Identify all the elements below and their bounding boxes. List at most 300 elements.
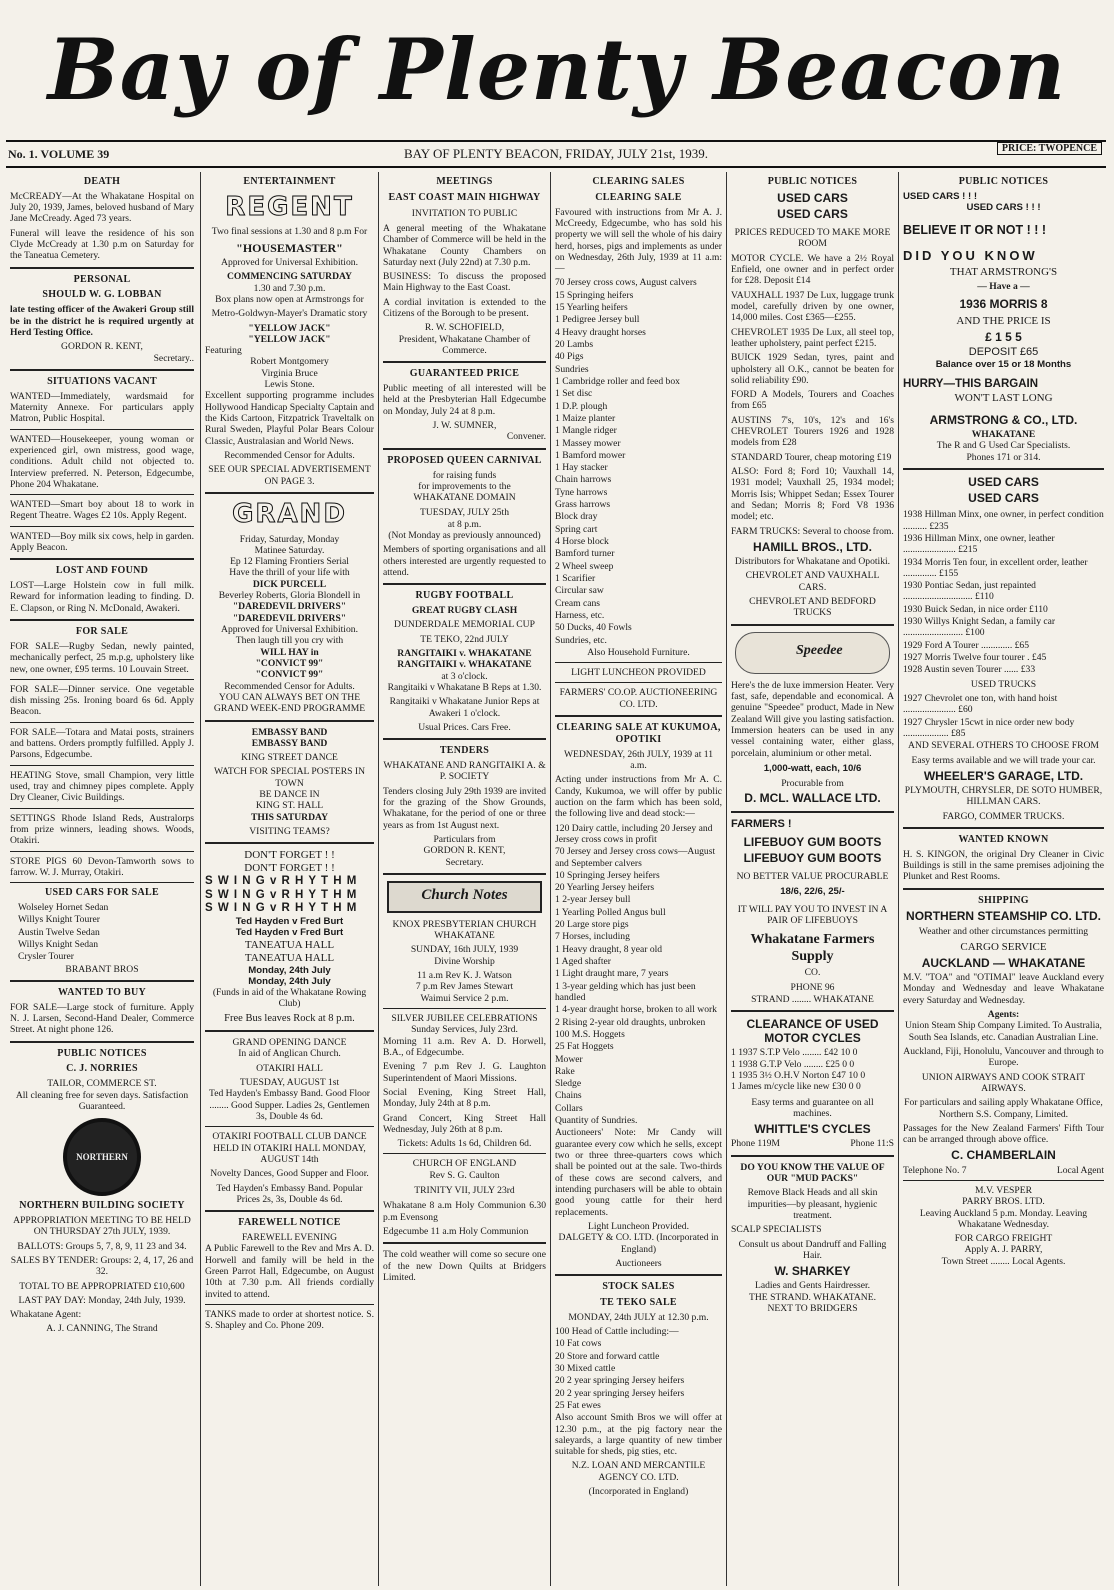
list-item: 1927 Morris Twelve four tourer . £45 (903, 652, 1047, 664)
classified-ad: TANKS made to order at shortest notice. S. S. Shapley and Co. Phone 209. (205, 1308, 374, 1332)
price-box: PRICE: TWOPENCE (997, 142, 1102, 155)
sale-items-list (555, 1326, 722, 1411)
list-item: 20 2 year springing Jersey heifers (555, 1387, 685, 1399)
ad-text: Balance over 15 or 18 Months (935, 359, 1072, 371)
ad-text: DUNDERDALE MEMORIAL CUP (394, 619, 535, 631)
ad-text: Weather and other circumstances permitting (918, 925, 1089, 937)
film-title: "DAREDEVIL DRIVERS" (232, 601, 347, 613)
notice-text: BUSINESS: To discuss the proposed Main Highway to the East Coast. (383, 271, 546, 294)
signature: R. W. SCHOFIELD, (424, 322, 505, 334)
notice-text: Morning 11 a.m. Rev A. D. Horwell, B.A., of Edgecumbe. (383, 1035, 546, 1058)
ad-headline: DO YOU KNOW THE VALUE OF OUR "MUD PACKS" (740, 1161, 885, 1185)
divider (10, 980, 194, 982)
ad-headline: DON'T FORGET ! ! (244, 849, 335, 862)
immersion-heater-illustration (735, 632, 890, 674)
divider (383, 1242, 546, 1244)
ad-text: FOR CARGO FREIGHT (954, 1233, 1053, 1245)
classified-ad: SETTINGS Rhode Island Reds, Australorps from prize winners, leading shows. Woods, Otakiri. (10, 812, 194, 847)
column-4 (550, 172, 726, 1586)
ad-headline: BELIEVE IT OR NOT ! ! ! (903, 223, 1047, 238)
divider (10, 851, 194, 852)
list-item: Grass harrows (555, 499, 611, 511)
list-item: Sundries, etc. (555, 634, 607, 646)
section-heading: LOST AND FOUND (55, 565, 149, 577)
notice-text: Whakatane Agent: (10, 1309, 82, 1321)
classified-ad: H. S. KINGON, the original Dry Cleaner in Civic Buildings is still in the same premises adjoining the Plunket and Rest Rooms. (903, 848, 1104, 883)
section-heading: SITUATIONS VACANT (47, 375, 157, 387)
list-item: 1 3-year gelding which has just been handled (555, 980, 696, 1003)
ad-text: Novelty Dances, Good Supper and Floor. (210, 1168, 369, 1180)
event-date: WEDNESDAY, 26th JULY, 1939 at 11 a.m. (563, 748, 714, 771)
list-item: 15 Yearling heifers (555, 302, 628, 314)
divider (555, 1274, 722, 1276)
list-item: Spring cart (555, 523, 598, 535)
section-heading: PERSONAL (73, 273, 131, 285)
notice-text: at 8 p.m. (447, 518, 482, 530)
price-line: 18/6, 22/6, 25/- (780, 886, 845, 898)
list-item: Harness, etc. (555, 609, 605, 621)
ad-text: (Funds in aid of the Whakatane Rowing Club) (212, 987, 367, 1010)
divider (10, 1041, 194, 1043)
logo-text: NORTHERN (76, 1151, 128, 1162)
list-item: 4 Heavy draught horses (555, 326, 646, 338)
ad-text: Beverley Roberts, Gloria Blondell in (218, 590, 361, 602)
ad-headline: FARMERS ! (731, 817, 792, 830)
section-heading: SHIPPING (978, 894, 1029, 906)
ad-text: Ted Hayden's Embassy Band. Good Floor ........ Good Supper. Ladies 2s, Gentlemen 3s, Double 4s 6d. (209, 1088, 370, 1123)
phone-row (731, 1138, 894, 1149)
list-item: Crysler Tourer (18, 951, 74, 963)
ad-text: ALSO: Ford 8; Ford 10; Vauxhall 14, 1931 model; Vauxhall 25, 1934 model; Morris Isis; Whippet Sedan; Essex Tourer and Sedan; Morris 8; Ford V8 1936 model; etc. (731, 466, 894, 523)
divider (10, 558, 194, 560)
notice-text: TRINITY VII, JULY 23rd (414, 1185, 515, 1197)
ad-text: Excellent supporting programme includes Hollywood Handicap Specialty Captain and the Kids Cartoon, Fitzpatrick Traveltalk on Rural Sweden, Playful Polar Bears Colour Classic, Australasian and World News. (205, 390, 374, 447)
ad-headline: DID YOU KNOW (903, 248, 1038, 264)
list-item: 1 Light draught mare, 7 years (555, 968, 669, 980)
list-item: 1 4-year draught horse, broken to all work (555, 1004, 717, 1016)
classified-ad: FOR SALE—Rugby Sedan, newly painted, mechanically perfect, 25 m.p.g, upholstery like new, one owner, £95 terms. 10 Louvain Street. (10, 640, 194, 675)
price-line: DEPOSIT £65 (968, 346, 1039, 359)
ad-text: Rangitaiki v Whakatane Junior Reps at Awakeri 1 o'clock. (389, 696, 540, 719)
notice-text: A general meeting of the Whakatane Chamber of Commerce will be held in the Whakatane County Chambers on Saturday next (July 22nd) at 7.30 p.m. (383, 222, 546, 268)
auctioneer-title: (Incorporated in England) (588, 1486, 689, 1498)
column-6 (898, 172, 1108, 1586)
list-item: Chain harrows (555, 474, 612, 486)
ad-text: Recommended Censor for Adults. (224, 449, 355, 461)
ad-text: AND THE PRICE IS (956, 314, 1051, 327)
notice-text: Whakatane 8 a.m Holy Communion 6.30 p.m Evensong (383, 1200, 546, 1223)
ad-text: MOTOR CYCLE. We have a 2½ Royal Enfield, one owner and in perfect order for £28. Deposit £14 (731, 252, 894, 287)
notice-text: BALLOTS: Groups 5, 7, 8, 9, 11 23 and 34. (17, 1240, 187, 1252)
list-item: Tyne harrows (555, 486, 608, 498)
ad-text: IT WILL PAY YOU TO INVEST IN A PAIR OF LIFEBUOYS (737, 903, 888, 926)
notice-text: Members of sporting organisations and all others interested are urgently requested to attend. (383, 544, 546, 578)
divider (10, 808, 194, 809)
grand-logo: GRAND (232, 498, 347, 529)
list-item: 100 M.S. Hoggets (555, 1028, 625, 1040)
product-name: LIFEBUOY GUM BOOTS (743, 850, 882, 865)
notice-text: Tickets: Adults 1s 6d, Children 6d. (397, 1138, 532, 1150)
price-line: 1 1937 S.T.P Velo ........ £42 10 0 (731, 1047, 858, 1059)
notice-text: All cleaning free for seven days. Satisfaction Guaranteed. (15, 1089, 189, 1112)
classified-ad: HEATING Stove, small Champion, very little used, tray and chimney pipes complete. Apply Dry Cleaner, Civic Buildings. (10, 769, 194, 804)
ad-text: KING STREET DANCE (241, 752, 338, 764)
divider (10, 369, 194, 371)
ad-text: YOU CAN ALWAYS BET ON THE GRAND WEEK-END PROGRAMME (213, 691, 366, 715)
divider (10, 526, 194, 527)
divider (555, 715, 722, 717)
list-item: 1 D.P. plough (555, 400, 608, 412)
company-name: ARMSTRONG & CO., LTD. (929, 412, 1078, 427)
list-item: Mower (555, 1053, 583, 1065)
list-item: 25 Fat ewes (555, 1399, 601, 1411)
list-item: 1936 Hillman Minx, one owner, leather ...................... £215 (903, 532, 1055, 556)
used-trucks-price-list (903, 693, 1104, 739)
event-date: Monday, 24th July (248, 975, 331, 987)
sale-items-list (555, 823, 722, 1127)
price-line: 1 1935 3½ O.H.V Norton £47 10 0 (731, 1070, 866, 1082)
notice-text: SUNDAY, 16th JULY, 1939 (410, 944, 519, 956)
notice-subheading: CLEARING SALE (595, 191, 682, 203)
ad-text: Friday, Saturday, Monday (239, 533, 340, 545)
divider (731, 811, 894, 813)
notice-text: late testing officer of the Awakeri Group still be in the district he is required urgently at Herd Testing Office. (10, 304, 194, 338)
swing-rhythm-line: S W I N G v R H Y T H M (205, 902, 358, 915)
ad-headline: USED CARS (777, 190, 848, 205)
ad-text: Auckland, Fiji, Honolulu, Vancouver and through to Europe. (903, 1045, 1104, 1069)
list-item: 4 Horse block (555, 536, 609, 548)
signature: GORDON R. KENT, (61, 341, 143, 353)
ad-text: COMMENCING SATURDAY (227, 271, 352, 283)
ad-text: Procurable from (781, 778, 844, 790)
agent-title: Local Agent (1056, 1164, 1104, 1176)
list-item: 10 Fat cows (555, 1338, 602, 1350)
ad-text: Two final sessions at 1.30 and 8 p.m For (211, 226, 368, 238)
ad-text: — Have a — (977, 281, 1030, 293)
ad-text: Box plans now open at Armstrongs for (215, 293, 364, 305)
phone-number: Phone 119M (731, 1138, 780, 1150)
company-name: W. SHARKEY (774, 1264, 851, 1279)
ad-headline: USED CARS ! ! ! (903, 190, 978, 202)
ad-text: SEE OUR SPECIAL ADVERTISEMENT ON PAGE 3. (208, 464, 371, 487)
divider (205, 492, 374, 494)
list-item: Chains (555, 1090, 582, 1102)
list-item: 20 Large store pigs (555, 919, 629, 931)
ad-text: Rangitaiki v Whakatane B Reps at 1.30. (387, 681, 542, 693)
list-item: 40 Pigs (555, 351, 584, 363)
list-item: 1 Mangle ridger (555, 425, 617, 437)
ad-text: Union Steam Ship Company Limited. To Australia, South Sea Islands, etc. Canadian Australian Line. (905, 1020, 1102, 1043)
list-item: 1938 Hillman Minx, one owner, in perfect condition .......... £235 (903, 509, 1104, 532)
ad-text: Free Bus leaves Rock at 8 p.m. (224, 1012, 355, 1024)
notice-text: SALES BY TENDER: Groups: 2, 4, 17, 26 and 32. (10, 1254, 194, 1278)
notice-text: Tenders closing July 29th 1939 are invited for the grazing of the Show Grounds, Whakatane, for the period of one or three years as from 1st August next. (383, 785, 546, 831)
product-name: LIFEBUOY GUM BOOTS (743, 834, 882, 849)
event-date: TE TEKO, 22nd JULY (420, 633, 509, 645)
swing-rhythm-line: S W I N G v R H Y T H M (205, 888, 358, 901)
dateline: BAY OF PLENTY BEACON, FRIDAY, JULY 21st, 1939. (403, 146, 709, 161)
classified-ad: WANTED—Immediately, wardsmaid for Maternity Annexe. For particulars apply Matron, Public Hospital. (10, 390, 194, 425)
list-item: 1 Heavy draught, 8 year old (555, 943, 663, 955)
ad-text: VAUXHALL 1937 De Lux, luggage trunk model, carefully driven by one owner, 14,000 miles. Cost £365—£255. (731, 289, 894, 324)
classified-ad: WANTED—Housekeeper, young woman or experienced girl, own mistress, good wage, conditions. Adult child not objected to. Interview preferred. N. Peterson, Edgecumbe, Phone 204 Whakatane. (10, 433, 194, 490)
ad-text: WHAKATANE (971, 429, 1036, 441)
price-line: 1 James m/cycle like new £30 0 0 (731, 1081, 861, 1093)
ad-text: Town Street ........ Local Agents. (941, 1255, 1066, 1267)
northern-logo (63, 1118, 141, 1196)
ad-headline: USED CARS (968, 491, 1039, 506)
divider (10, 722, 194, 723)
divider (903, 468, 1104, 470)
divider (731, 1010, 894, 1012)
list-item: 2 Wheel sweep (555, 560, 614, 572)
ad-text: AND SEVERAL OTHERS TO CHOOSE FROM (908, 740, 1099, 752)
cast-name: DICK PURCELL (252, 578, 327, 590)
divider (10, 882, 194, 883)
list-item: 1 Bamford mower (555, 449, 626, 461)
notice-text: Funeral will leave the residence of his son Clyde McCready at 1.30 p.m on Saturday for the Taneatua Cemetery. (10, 227, 194, 262)
notice-text: A. J. CANNING, The Strand (46, 1323, 158, 1335)
notice-text: Acting under instructions from Mr A. C. Candy, Kukumoa, we will offer by public auction on the farm which has been sold, the following live and dead stock:— (555, 774, 722, 820)
band-name: EMBASSY BAND (251, 737, 328, 749)
classified-ad: STORE PIGS 60 Devon-Tamworth sows to farrow. W. J. Murray, Otakiri. (10, 855, 194, 878)
ad-text: Passages for the New Zealand Farmers' Fifth Tour can be arranged through above office. (903, 1122, 1104, 1146)
speedee-logo: Speedee (796, 642, 843, 658)
film-title: "CONVICT 99" (255, 657, 324, 669)
divider (383, 1153, 546, 1154)
ad-text: Featuring (205, 345, 242, 357)
list-item: 1930 Pontiac Sedan, just repainted ............................. £110 (903, 580, 1036, 603)
classified-ad: FOR SALE—Dinner service. One vegetable dish missing 25s. Ironing board 6s 6d. Apply Beacon. (10, 683, 194, 718)
column-5 (726, 172, 898, 1586)
regent-logo: REGENT (225, 191, 354, 222)
ad-text: FORD A Models, Tourers and Coaches from £65 (731, 389, 894, 412)
company-name: NORTHERN STEAMSHIP CO. LTD. (906, 909, 1101, 924)
ad-headline: USED CARS (777, 206, 848, 221)
film-title: "DAREDEVIL DRIVERS" (232, 612, 347, 624)
ad-text: PRICES REDUCED TO MAKE MORE ROOM (734, 227, 891, 250)
ad-text: Matinee Saturday. (254, 544, 325, 556)
classified-ad: FOR SALE—Totara and Matai posts, strainers and battens. Orders promptly fulfilled. Apply J. Parsons, Edgecumbe. (10, 726, 194, 761)
ad-text: VISITING TEAMS? (249, 826, 330, 838)
section-heading: PUBLIC NOTICES (57, 1047, 147, 1059)
notice-text: 7 p.m Rev James Stewart (415, 981, 514, 993)
ad-headline: USED CARS ! ! ! (966, 202, 1041, 214)
ad-text: SCALP SPECIALISTS (731, 1224, 822, 1236)
ad-headline: CLEARANCE OF USED MOTOR CYCLES (746, 1017, 879, 1046)
section-heading: GUARANTEED PRICE (409, 368, 520, 380)
notice-text: Edgecumbe 11 a.m Holy Communion (383, 1226, 529, 1238)
used-cars-price-list (903, 509, 1104, 675)
list-item: 1930 Willys Knight Sedan, a family car ......................... £100 (903, 616, 1056, 639)
list-item: 1928 Austin seven Tourer ...... £33 (903, 664, 1036, 676)
notice-text: Divine Worship (434, 955, 495, 967)
ad-text: Ladies and Gents Hairdresser. (754, 1280, 871, 1292)
ad-text: The R and G Used Car Specialists. (936, 440, 1071, 452)
ad-text: CHEVROLET AND VAUXHALL CARS. (745, 570, 880, 593)
ad-text: CHEVROLET 1935 De Lux, all steel top, leather upholstery, paint perfect £215. (731, 326, 894, 349)
section-heading: PROPOSED QUEEN CARNIVAL (387, 454, 542, 466)
film-title: "CONVICT 99" (255, 669, 324, 681)
notice-text: for improvements to the (418, 480, 511, 492)
ad-text: For particulars and sailing apply Whakatane Office, Northern S.S. Company, Limited. (904, 1097, 1103, 1120)
list-item: Quantity of Sundries. (555, 1115, 638, 1127)
divider (205, 720, 374, 722)
match-title: RANGITAIKI v. WHAKATANE (397, 648, 532, 660)
ad-text: Ted Hayden v Fred Burt (235, 915, 344, 927)
auctioneer-name: DALGETY & CO. LTD. (Incorporated in England) (558, 1232, 719, 1255)
list-item: Block dray (555, 511, 598, 523)
section-heading: DEATH (83, 176, 121, 187)
divider (10, 429, 194, 430)
list-item: 1 Hay stacker (555, 462, 608, 474)
list-item: 100 Head of Cattle including:— (555, 1326, 679, 1338)
notice-text: Also account Smith Bros we will offer at 12.30 p.m., at the pig factory near the saleyards, a large quantity of new timber suitable for sheds, pig sties, etc. (555, 1412, 722, 1458)
ad-text: Phones 171 or 314. (966, 451, 1041, 463)
match-title: RANGITAIKI v. WHAKATANE (397, 659, 532, 671)
ad-text: THE STRAND. WHAKATANE. (749, 1291, 876, 1303)
notice-text: Grand Concert, King Street Hall Wednesday, July 26th at 8 p.m. (383, 1112, 546, 1135)
ad-text: Ted Hayden v Fred Burt (235, 927, 344, 939)
company-name: WHEELER'S GARAGE, LTD. (923, 768, 1084, 783)
notice-text: Public meeting of all interested will be held at the Presbyterian Hall Edgecumbe on Monday, July 24 at 8 p.m. (383, 383, 546, 417)
notice-text: WHAKATANE DOMAIN (413, 492, 516, 504)
society-name: NORTHERN BUILDING SOCIETY (19, 1200, 185, 1212)
notice-text: Rev S. G. Caulton (429, 1169, 500, 1181)
notice-subheading: SILVER JUBILEE CELEBRATIONS (391, 1013, 538, 1025)
classified-ad: FOR SALE—Large stock of furniture. Apply N. J. Larsen, Second-Hand Dealer, Commerce Street. At night phone 126. (10, 1001, 194, 1036)
list-item: Collars (555, 1102, 583, 1114)
ad-text: STANDARD Tourer, cheap motoring £19 (731, 451, 892, 463)
notice-text: 11 a.m Rev K. J. Watson (417, 970, 512, 982)
divider (383, 738, 546, 740)
price-line: 1,000-watt, each, 10/6 (763, 762, 862, 774)
list-item: 20 Yearling Jersey heifers (555, 882, 655, 894)
notice-text: A Public Farewell to the Rev and Mrs A. D. Horwell and family will be held in the Green Parrot Hall, Edgecumbe, on August 10th at 7.30 p.m. All friends cordially invited to attend. (205, 1243, 374, 1300)
list-item: Circular saw (555, 585, 604, 597)
ad-text: at 3 o'clock. (441, 670, 488, 682)
list-item: 1 Cambridge roller and feed box (555, 375, 680, 387)
event-date: TUESDAY, AUGUST 1st (239, 1077, 340, 1089)
ad-text: PHONE 96 (790, 982, 835, 994)
event-date: MONDAY, 24th JULY at 12.30 p.m. (568, 1311, 709, 1323)
divider (205, 1210, 374, 1212)
notice-text: TOTAL TO BE APPROPRIATED £10,600 (19, 1280, 185, 1292)
notice-text: Evening 7 p.m Rev J. G. Laughton Superintendent of Maori Missions. (383, 1061, 546, 1084)
ad-headline: GRAND OPENING DANCE (232, 1037, 347, 1049)
notice-subheading: FAREWELL EVENING (241, 1232, 338, 1244)
notice-text: Auctioneers' Note: Mr Candy will guarantee every cow which he sells, except two or three three-quarters cows which shall be pointed out at the sale. Two-thirds of these cows are second calvers, and intending purchasers will be able to obtain good young cattle for their herd replacements. (555, 1127, 722, 1218)
section-heading: FOR SALE (75, 626, 129, 638)
list-item: Bamford turner (555, 548, 615, 560)
newspaper-title: Bay of Plenty Beacon (47, 20, 1067, 119)
divider (10, 765, 194, 766)
ad-headline: USED CARS (968, 474, 1039, 489)
list-item: 1 Scarifier (555, 572, 596, 584)
ad-text: Approved for Universal Exhibition. (221, 256, 358, 268)
column-1 (6, 172, 198, 1586)
ad-text: STRAND ........ WHAKATANE (751, 993, 874, 1005)
divider (205, 1126, 374, 1127)
church-notes-banner: Church Notes (387, 881, 542, 913)
ad-text: CHEVROLET AND BEDFORD TRUCKS (749, 596, 876, 619)
divider (731, 624, 894, 626)
list-item: Sledge (555, 1078, 582, 1090)
notice-text: LIGHT LUNCHEON PROVIDED (571, 667, 706, 679)
ad-headline: OTAKIRI FOOTBALL CLUB DANCE HELD IN OTAKIRI HALL MONDAY, AUGUST 14th (212, 1131, 367, 1165)
sale-items-list (555, 277, 722, 645)
ad-text: NEXT TO BRIDGERS (767, 1303, 858, 1315)
ad-text: NO BETTER VALUE PROCURABLE (736, 870, 889, 882)
event-date: Monday, 24th July (248, 964, 331, 976)
cast-name: WILL HAY in (260, 646, 319, 658)
notice-text: Favoured with instructions from Mr A. J. McCreedy, Edgecumbe, who has sold his property we will sell the whole of his dairy herd, horses, pigs and implements as under on Wednesday, 26th July, 1939 at 11 a.m:— (555, 206, 722, 275)
divider (383, 448, 546, 450)
section-heading: USED CARS FOR SALE (44, 887, 160, 899)
section-heading: MEETINGS (436, 176, 493, 187)
notice-subheading: EAST COAST MAIN HIGHWAY (388, 191, 541, 203)
phone-number: Telephone No. 7 (903, 1164, 967, 1176)
list-item: 30 Mixed cattle (555, 1362, 616, 1374)
ad-text: Ted Hayden's Embassy Band. Popular Prices 2s, 3s, Double 4s 6d. (216, 1182, 363, 1205)
ad-text: UNION AIRWAYS AND COOK STRAIT AIRWAYS. (921, 1071, 1086, 1094)
divider (903, 827, 1104, 829)
ad-text: Here's the de luxe immersion Heater. Very fast, safe, dependable and economical. A genuine "Speedee" product, Made in New Zealand Will give you lasting satisfaction. Immersion heaters can be used in any vessel containing water, either glass, porcelain, aluminium or other metal. (731, 679, 894, 759)
cast-name: Lewis Stone. (264, 379, 315, 391)
ad-text: BUICK 1929 Sedan, tyres, paint and upholstery all O.K., cannot be beaten for solid reliability £90. (731, 352, 894, 386)
divider (205, 1304, 374, 1305)
list-item: 1 Maize planter (555, 412, 616, 424)
notice-text: Social Evening, King Street Hall, Monday, July 24th at 8 p.m. (383, 1086, 546, 1110)
notice-text: APPROPRIATION MEETING TO BE HELD ON THURSDAY 27th JULY, 1939. (13, 1214, 191, 1238)
classified-ad: LOST—Large Holstein cow in full milk. Reward for information leading to finding. D. E. Clapson, or Ring N. McDonald, Awakeri. (10, 580, 194, 614)
ad-headline: GREAT RUGBY CLASH (411, 605, 518, 617)
notice-text: (Not Monday as previously announced) (388, 530, 541, 542)
list-item: 20 2 year springing Jersey heifers (555, 1375, 685, 1387)
list-item: 10 Springing Jersey heifers (555, 869, 660, 881)
signature: J. W. SUMNER, (432, 420, 497, 432)
notice-text: LAST PAY DAY: Monday, 24th July, 1939. (18, 1294, 186, 1306)
ad-text: Approved for Universal Exhibition. (221, 624, 358, 636)
issue-bar (6, 140, 1106, 168)
list-item: 1927 Chrysler 15cwt in nice order new body ................... £85 (903, 716, 1075, 739)
notice-subheading: TE TEKO SALE (600, 1296, 677, 1308)
signature: GORDON R. KENT, (423, 845, 506, 857)
list-item: 25 Fat Hoggets (555, 1041, 614, 1053)
notice-text: McCREADY—At the Whakatane Hospital on July 20, 1939, James, beloved husband of Mary Jane McCready. Aged 73 years. (10, 190, 194, 225)
divider (383, 361, 546, 363)
divider (205, 1030, 374, 1032)
list-item: 1 Massey mower (555, 437, 621, 449)
event-date: TUESDAY, JULY 25th (419, 507, 510, 519)
section-heading: PUBLIC NOTICES (958, 176, 1049, 187)
list-item: 1934 Morris Ten four, in excellent order, leather .............. £155 (903, 556, 1088, 579)
section-heading: CLEARING SALES (592, 176, 685, 187)
ad-headline: USED TRUCKS (970, 678, 1037, 690)
ad-text: Have the thrill of your life with (229, 567, 350, 579)
issue-volume: No. 1. VOLUME 39 (8, 147, 110, 161)
auctioneer-name: FARMERS' CO.OP. AUCTIONEERING CO. LTD. (559, 687, 718, 710)
company-name: WHITTLE'S CYCLES (754, 1122, 871, 1137)
ad-headline: CARGO SERVICE (960, 940, 1047, 953)
classified-ad: The cold weather will come so secure one of the new Down Quilts at Bridgers Limited. (383, 1249, 546, 1283)
notice-text: INVITATION TO PUBLIC (411, 207, 518, 219)
ad-text: In aid of Anglican Church. (238, 1048, 341, 1060)
ad-text: Remove Black Heads and all skin impurities—by pleasant, hygienic treatment. (747, 1187, 878, 1222)
ad-text: FARM TRUCKS: Several to choose from. (731, 525, 894, 537)
divider (383, 583, 546, 585)
divider (10, 267, 194, 269)
